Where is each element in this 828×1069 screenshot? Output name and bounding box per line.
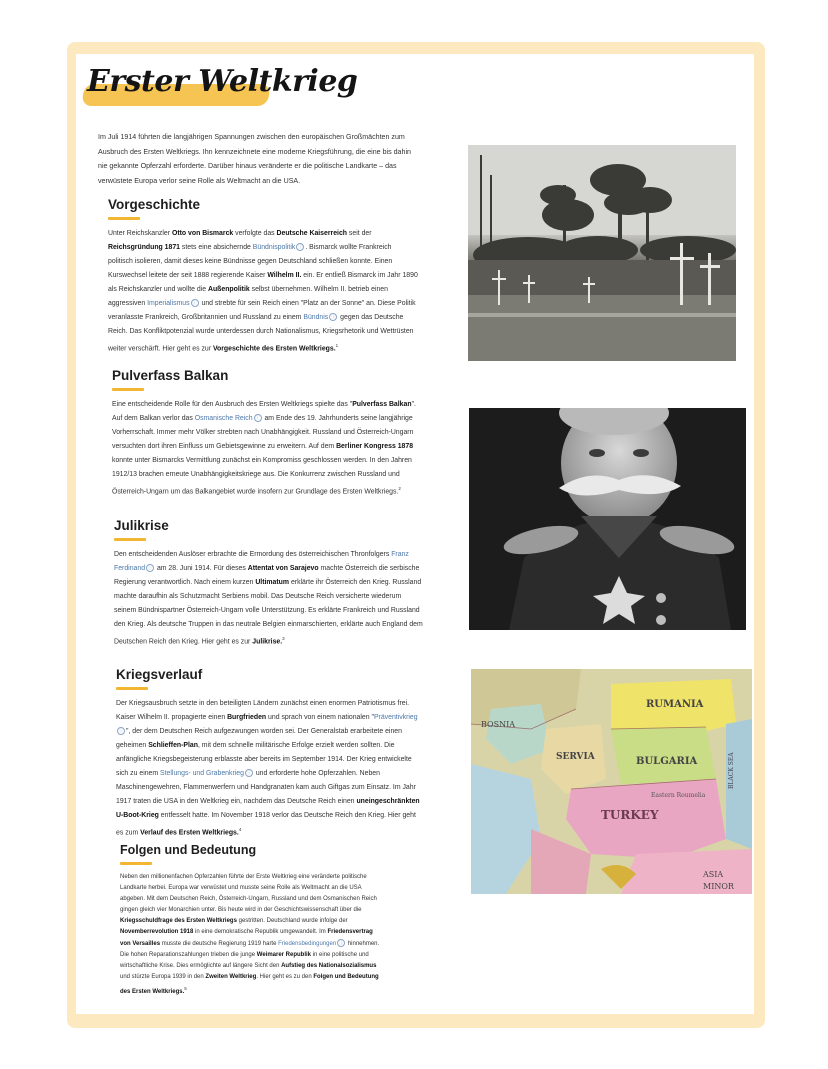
section-text: Der Kriegsausbruch setzte in den beteiligten Ländern zunächst einen enormen Patriotismus frei. Kaiser Wilhelm II. propagierte einen Burgfrieden und sprach von einem nationalen "Präventivkriegⓘ ", der dem Deutschen Reich aufgezwungen worden sei. Der Generalstab erarbeitete einen geheimen Schlieffen-Plan, mit dem schnelle militärische Erfolge erzielt werden sollten. Die anfängliche Kriegsbegeisterung erblasste aber bereits im September 1914. Der Krieg entwickelte sich zu einem Stellungs- und Grabenkrieg ⓘ und erforderte hohe Opferzahlen. Neben Maschinengewehren, Flammenwerfern und Handgranaten kam auch Giftgas zum Einsatz. Im Jahr 1917 traten die USA in den Weltkrieg ein, nachdem das Deutsche Reich einen uneingeschränkten U-Boot-Krieg entfesselt hatte. Im November 1918 verlor das Deutsche Reich den Krieg. Hier geht es zum Verlauf des Ersten Weltkriegs.$^4$ [116, 700, 420, 837]
link-buendnispolitik[interactable]: Bündnispolitik [252, 244, 296, 251]
link-franz-ferdinand[interactable]: Franz Ferdinand [114, 551, 409, 572]
heading-underline [114, 538, 146, 541]
intro-text: Im Juli 1914 führten die langjährigen Spannungen zwischen den europäischen Großmächten zum Ausbruch des Ersten Weltkriegs. Ihn kennzeichnete eine moderne Kriegsführung, die eine bis dahin nie gekannte Opferzahl erforderte. Darüber hinaus veränderte er die politische Landkarte – das verwüstete Europa verlor seine Rolle als Weltmacht an die USA. [98, 133, 411, 185]
section-text: Neben den millionenfachen Opferzahlen führte der Erste Weltkrieg eine veränderte politische Landkarte herbei. Europa war verwüstet und musste seine Rolle als Weltmacht an die USA abgeben. Mit dem Deutschen Reich, Österreich-Ungarn, Russland und dem Osmanischen Reich gingen gleich vier Monarchien unter. Bis heute wird in der Geschichtswissenschaft über die Kriegsschuldfrage des Ersten Weltkriegs gestritten. Deutschland wurde infolge der Novemberrevolution 1918 in eine demokratische Republik umgewandelt. Im Friedensvertrag von Versailles musste die deutsche Regierung 1919 harte Friedensbedingungen ⓘ hinnehmen. Die hohen Reparationszahlungen trieben die junge Weimarer Republik in eine politische und wirtschaftliche Krise. Dies ermöglichte auf längere Sicht den Aufstieg des Nationalsozialismus und stürzte Europa 1939 in den Zweiten Weltkrieg. Hier geht es zu den Folgen und Bedeutung des Ersten Weltkriegs.$^5$ [120, 874, 380, 995]
map-label-bulgaria: BULGARIA [636, 756, 698, 767]
page-title: Erster Weltkrieg [87, 64, 358, 99]
map-label-minor: MINOR [703, 882, 734, 891]
info-icon[interactable]: ⓘ [148, 565, 153, 571]
title-block [87, 64, 357, 99]
info-icon[interactable]: ⓘ [298, 244, 303, 250]
map-label-black-sea: BLACK SEA [728, 752, 735, 789]
section-text: Den entscheidenden Auslöser erbrachte die Ermordung des österreichischen Thronfolgers Franz Ferdinand ⓘ am 28. Juni 1914. Für dieses Attentat von Sarajevo machte Österreich die serbische Regierung verantwortlich. Nach einem kurzen Ultimatum erklärte ihr Österreich den Krieg. Russland machte daraufhin als Schutzmacht Serbiens mobil. Das Deutsche Reich versicherte wiederum seinem Bündnispartner Österreich-Ungarn volle Unterstützung. Es erklärte Frankreich und Russland den Krieg. Als deutsche Truppen in das neutrale Belgien einmarschierten, erklärte auch England dem Deutschen Reich den Krieg. Hier geht es zur Julikrise.$^3$ [114, 551, 423, 646]
section-balkan [112, 368, 418, 499]
heading-underline [108, 217, 140, 220]
map-label-servia: SERVIA [556, 752, 595, 762]
info-icon[interactable]: ⓘ [339, 939, 344, 945]
link-praeventivkrieg[interactable]: Präventivkrieg [373, 714, 418, 721]
section-folgen [120, 843, 382, 998]
link-folgen[interactable]: Folgen und Bedeutung des Ersten Weltkriegs. [120, 973, 379, 995]
section-text: Eine entscheidende Rolle für den Ausbruch des Ersten Weltkriegs spielte das "Pulverfass Balkan". Auf dem Balkan verlor das Osmanische Reich ⓘ am Ende des 19. Jahrhunderts seine langjährige Vorherrschaft. Immer mehr Völker strebten nach Unabhängigkeit. Russland und Österreich-Ungarn versuchten dort ihren Einfluss um Gebietsgewinne zu erweitern. Auf dem Berliner Kongress 1878 konnte unter Bismarcks Vermittlung zunächst ein Kompromiss geschlossen werden. In den Jahren 1912/13 brachen erneute Unabhängigkeitskriege aus. Die Konkurrenz zwischen Russland und Österreich-Ungarn um das Balkangebiet wurde insofern zur Grundlage des Ersten Weltkriegs.$^2$ [112, 401, 416, 496]
balkan-map [471, 669, 752, 894]
portrait-illustration [469, 408, 746, 630]
link-friedensbedingungen[interactable]: Friedensbedingungen [278, 940, 337, 947]
info-icon[interactable]: ⓘ [119, 728, 123, 734]
heading-underline [120, 862, 152, 865]
link-kriegsverlauf[interactable]: Verlauf des Ersten Weltkriegs. [140, 829, 239, 837]
portrait-photo [469, 408, 746, 630]
section-heading: Kriegsverlauf [116, 667, 203, 682]
link-julikrise[interactable]: Julikrise. [252, 638, 283, 646]
info-icon[interactable]: ⓘ [246, 770, 251, 776]
cemetery-photo [468, 145, 736, 361]
section-text: Unter Reichskanzler Otto von Bismarck verfolgte das Deutsche Kaiserreich seit der Reichsgründung 1871 stets eine absichernde Bündnispolitik ⓘ . Bismarck wollte Frankreich politisch isolieren, damit dieses keine Bündnisse gegen Deutschland schließen konnte. Einen Kurswechsel leitete der seit 1888 regierende Kaiser Wilhelm II. ein. Er entließ Bismarck im Jahr 1890 als Reichskanzler und wollte die Außenpolitik selbst übernehmen. Wilhelm II. betrieb einen aggressiven Imperialismus ⓘ und strebte für sein Reich einen "Platz an der Sonne" an. Diese Politik veranlasste Frankreich, Großbritannien und Russland zu einem Bündnis ⓘ gegen das Deutsche Reich. Das Konfliktpotenzial wurde unterdessen durch Nationalismus, Kriegsrhetorik und Wettrüsten weiter verschärft. Hier geht es zur Vorgeschichte des Ersten Weltkriegs.$^1$ [108, 230, 418, 353]
link-osmanisches-reich[interactable]: Osmanische Reich [194, 415, 253, 422]
section-heading: Pulverfass Balkan [112, 368, 229, 383]
link-grabenkrieg[interactable]: Stellungs- und Grabenkrieg [160, 770, 244, 777]
cemetery-illustration [468, 145, 736, 361]
link-vorgeschichte[interactable]: Vorgeschichte des Ersten Weltkriegs. [212, 345, 336, 353]
info-icon[interactable]: ⓘ [255, 415, 260, 421]
info-icon[interactable]: ⓘ [192, 300, 197, 306]
info-icon[interactable]: ⓘ [331, 314, 336, 320]
map-label-turkey: TURKEY [601, 808, 659, 822]
section-kriegsverlauf [116, 667, 422, 840]
section-julikrise [114, 518, 424, 649]
map-label-asia: ASIA [703, 870, 724, 879]
map-illustration [471, 669, 752, 894]
section-heading: Vorgeschichte [108, 197, 201, 212]
map-label-rumania: RUMANIA [646, 699, 704, 710]
map-label-eastern-roumelia: Eastern Roumelia [651, 792, 706, 799]
link-buendnis[interactable]: Bündnis [303, 314, 329, 321]
section-heading: Folgen und Bedeutung [120, 843, 257, 857]
map-label-bosnia: BOSNIA [481, 720, 516, 729]
section-vorgeschichte [108, 197, 418, 356]
link-imperialismus[interactable]: Imperialismus [147, 300, 190, 307]
heading-underline [116, 687, 148, 690]
heading-underline [112, 388, 144, 391]
section-heading: Julikrise [114, 518, 169, 533]
